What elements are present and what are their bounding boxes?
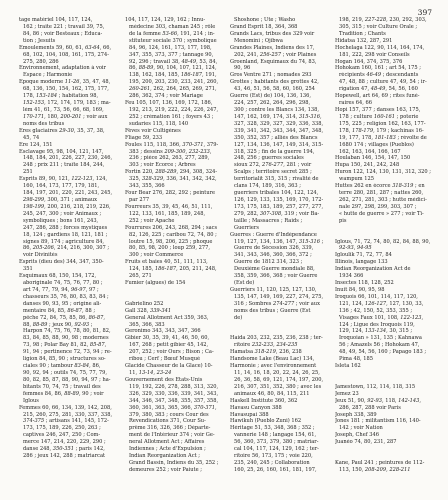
index-line: Hochelaga 122, 90, 114, 164, 174, [335,44,425,51]
index-line: Indian Reorganization Act ; [129,453,200,460]
index-line: Hohokam 160, 161 ; art 54, 175 ; [335,65,421,72]
index-line: ment de l'Intérieur 374 ; voir Ge- [129,432,215,439]
index-line: femmes 84, 86, 88-89, 90 ; voir [23,390,104,397]
index-line: merce 147, 214, 220, 229, 290 ; [23,439,106,446]
index-line: 265, 271 [129,273,152,280]
index-line: 160, 25, 26, 160, 161, 181, 197, [234,466,317,473]
index-line: vannerie 148 ; langage 154, 61, [234,432,317,439]
index-line: Emoulements 59, 60, 61, 63-64, 66, [19,44,112,51]
index-line: captives 246, 247, 250 ; Com- [23,432,101,439]
index-column-4 [335,17,431,474]
index-line: 43, 46, 51, 56, 58, 60, 160, 254 [234,86,316,93]
index-line: Iroquois 66, 101, 114, 117, 120, [335,293,418,300]
index-line: 175, 225 ; religion 162, 163, 177- [339,120,426,127]
index-line: 86, 88-89, 90, 104, 107, 121, 124, [129,65,217,72]
index-line: Joseph, Chef 346 [335,432,379,439]
index-line: danses 90, 93, 95 ; origine ali- [23,300,102,307]
index-line [335,446,431,453]
index-line: 360, 361, 363, 365, 366, 370-371, [129,404,217,411]
index-line: 83, 84, 85, 88, 90, 98 ; modernes [23,335,109,342]
index-line: 286, 362, 374 ; voir Mariage [129,93,203,100]
index-line: mentaire 84, 85, 86-87, 88 ; [23,307,96,314]
index-line: 173, 175, 183, 189, 257, 277, 277, [234,203,324,210]
index-line: Foules 115, 118, 366, 370-371, 379- [125,141,219,148]
index-line: 56, 360, 373, 379, 380 ; matriar- [234,439,319,446]
index-line: ritoire 56, 173, 175 ; voie 220, [234,453,313,460]
index-line: ribou ; Cerf ; Bœuf Musqué [129,356,201,363]
index-line: Guerre de 1812 314, 323 ; [234,259,303,266]
index-line: Harpon 74, 75, 76, 78, 80, 81, 82, [23,328,111,335]
index-line: 235, 240, 245 ; Collaboration [234,460,310,466]
index-line: 198, 219, 227-228, 230, 292, 303, [339,17,427,23]
index-line: Epoque moderne 11-26, 35, 47, 48, [19,79,111,86]
index-line: 1934 366 [339,273,364,280]
index-line: 91, 94 ; pertinence 72, 73, 94 ; re- [23,349,112,356]
index-line: 275, 280, 286 [23,58,59,65]
index-line: sioux 272, 276-277, 281 ; voir [234,162,312,169]
index-line: 347, 355, 373, 377 ; tannage 90, [129,51,214,58]
index-line: Menomini ; Ojibwa [234,37,283,44]
index-line: Harmonie ; avec l'environnement [230,363,317,370]
index-line: Femmes 60, 66, 134, 139, 142, 208, [19,404,112,411]
index-line: Guerriers 11, 120, 125, 127, 130, [230,286,317,293]
index-line: 26, 36, 58, 69, 121, 174, 197, 200, [234,376,324,383]
index-line: 198-199, 200, 216, 218, 219, 226, [23,203,111,210]
index-line: Illinois, langage 133 [335,259,388,266]
index-line: 207, 252 ; voir Ours ; Bison ; Ca- [129,349,214,356]
index-line: danse 248, 350-351 ; paris 142, [23,446,105,453]
index-line: 184, 197, 201, 220, 221, 243, 245, [23,190,113,197]
index-line: 92, 296 ; travail 38, 48-49, 53, 84, [129,58,218,65]
index-line: Grottes ; habitants des grottes 42, [230,79,319,86]
index-line: Houlaban 146, 154, 147, 150 [335,155,411,162]
index-line: Havasupai 388 [230,411,269,418]
index-line: prême 316, 326, 366 ; Départe- [129,425,211,432]
index-line: 147, 162, 169, 174, 314, 315-316, [234,113,322,120]
index-line: loutre 15, 98, 206, 225 ; phoque [129,238,213,245]
index-line: Igloulik 71, 72, 77, 84 [335,252,392,259]
index-line: art 74, 77, 79, 94, 96-97, 97 ; [23,286,99,293]
index-line: Tradition ; Chants [339,30,386,37]
index-line: Guerriers [234,224,259,231]
index-line: 298-299, 300, 371 ; animaux [23,196,98,203]
index-line: bitants 70, 74, 75 ; travail des [23,383,101,390]
index-line: 305, 315 ; voir Culture Orale ; [339,23,418,30]
index-line: 136 ; 42, 150, 52, 353, 355 ; [339,307,413,314]
index-line: Héritage 51, 53, 348, 368 ; 352 ; [230,425,315,432]
index-line: rigation 47, 48-49, 54, 56, 160 [339,86,418,93]
index-line: Iroquoian » 131, 135 ; Kahnawa [339,335,422,342]
index-line: 216, 307, 351, 352, 380 ; avec les [234,383,322,390]
index-line: demeures 252 ; voir Paiute ; [129,466,202,473]
index-line: stituteur sociale 370 ; symbolique [129,37,217,44]
index-line: 68, 102, 104, 108, 161, 175, 274- [23,51,109,58]
index-line: 19, 177, 178, 181-183 ; révolte de [339,134,427,141]
index-line: Guerre de Sécession 326, 339, [234,245,314,252]
index-line: 260-261, 262, 264, 265, 269, 271, [129,86,217,93]
index-line: 224, 257, 262, 264, 296, 298, [234,100,311,107]
index-line: 18, 124 ; gardiens 18, 121, 181 ; [23,231,108,238]
index-line: animaux 46, 80, 84, 115, 211 [234,390,310,397]
index-line: (Est de) [234,280,255,287]
index-line: nale 297, 298, 299, 303, 307 ; [339,203,417,210]
index-line: Ère 124, 151 [19,141,53,148]
index-line: 162 ; traîte 221 ; travail 39, 75, [23,23,105,30]
index-column-1 [19,17,115,460]
index-line: 45, 74 [23,134,40,141]
index-line: 56 ; Amazels 56 ; Hohokam 47, [339,342,420,349]
index-line: Ères glaciaires 29-30, 35, 37, 38, [19,127,105,134]
index-line: Kane, Paul 241 ; peintures de 112- [335,460,425,466]
index-line: 80, 85, 98, 200 ; loup 259, 277, [129,245,210,252]
index-line: tion ; Jesuits [23,37,56,44]
index-line [335,377,431,384]
index-line: 90, 92, 94 ; outils 74, 75, 77, 79, [23,370,108,377]
index-line: 236 ; pièce 262, 263, 277, 289, [129,155,210,162]
index-line: Indiennes ; Acte d'Expulsion ; [129,446,206,453]
index-line: 142 ; voir Nation [339,425,383,432]
index-line: 178 ; culture 160-161 ; poterie [339,113,419,120]
index-line: 121, 124, 126-127, 127, 130, 33, [339,300,424,307]
index-line: 325, 328-329, 336, 341, 342, 342, [129,176,217,183]
index-line: Fèves voir Cultigènes [125,127,181,134]
index-line: Glacide Chasseur de la Glace) 10- [125,363,213,370]
index-line: 119, 127, 134, 136, 147, 315-316 ; [234,238,324,245]
index-line: 286, 287, 288 voir Paris [339,404,401,411]
index-line: 173, 175, 189, 226, 250, 263 ; [23,425,101,432]
index-line: 252 ; crémation 161 ; foyers 43 ; [129,113,214,120]
index-line: aboriginale 74, 75, 76, 77, 80 ; [23,280,103,287]
index-line: 351 [23,266,33,273]
index-line: taille ; Massacres ; Raids ; [234,217,303,224]
index-line: Handsome Lake (Beau Lac) 134, [230,356,315,363]
index-line: 327, 328, 329, 327, 329, 336, 338, [234,120,324,127]
index-line: 82, 126, 225 ; caribou 72, 74, 80 ; [129,231,217,238]
index-line: 73, 98 ; Polar Bay 81, 82, 85-87, [23,342,107,349]
index-line [335,370,431,377]
index-line: Iglous, 71, 72, 74, 80, 82, 84, 88, 90, [335,238,431,245]
index-line: Environnement, adaptation à voir [19,65,106,72]
index-column-3 [230,17,326,474]
index-line: 1680 174 ; villages (Pueblos) [339,141,414,148]
index-line: Four Bear 276, 282, 292 ; peinture [125,190,216,197]
index-line: 122, 133, 161, 185, 189, 248, [129,210,206,217]
index-line: 248, 256 ; guerres sociales [234,155,304,162]
index-line: Shoshone ; Ute ; Washo [234,17,296,23]
index-line: 202, 241, 256-257 ; voir Plaines [234,51,317,58]
index-line: General Allotment Act 359, 363, [125,314,209,321]
index-line: pis [339,217,347,224]
index-line: 48, 49, 54, 56, 160 ; Papago 183 ; [339,349,427,356]
index-line: 126, 129, 133, 135, 169, 170, 172- [234,196,324,203]
index-line [230,328,326,335]
index-line: terre 280, 281, 287 ; nattes 260, [339,190,424,197]
index-line: 152-153, 172, 174, 179, 183 ; ma- [23,100,111,107]
index-column-2 [125,17,221,474]
index-line: 124 ; Ligue des Iroquois 119, [339,321,415,328]
index-line: territorialit 315, 315 ; rivalité de [234,176,319,183]
index-line: tage matériel 104, 117, 124, [19,17,93,23]
index-line: Fruits et baies 40, 51, 111, 113, [125,259,208,266]
index-line: 339, 341, 342, 343, 344, 347, 348, [234,127,324,134]
index-line: 247, 286, 288 ; forces mystiques [23,224,108,231]
index-line: 84, 96, 124, 161, 173, 177, 198, [129,44,212,51]
index-line: Jeux 51, 90, 92-93, 118, 142-143, [335,397,421,404]
index-line: Jamestown, 112, 114, 118, 315 [335,383,416,390]
index-line: 88, 88-89 ; jeux 90, 92-93 ; [23,321,93,328]
index-line: 84, 86 ; voir Besteaux ; Educa- [23,30,103,37]
index-line: 303 ; voir Écorce ; Arbres [129,162,196,169]
index-line: Fliage 59, 233 [125,134,163,141]
index-line: Grandes Plaines, Indiens des 17, [230,44,315,51]
index-line: sudaries 115, 118, 140 [129,120,189,127]
index-line: Esquimaux 68, 150, 154, 172, [19,273,97,280]
index-line: 358, 359, 366, 368 ; voir Guerre [234,273,318,280]
index-line: pêche 72, 84, 75, 85, 86, 86-87, [23,314,105,321]
index-line: Insectes 118, 128, 252 [335,280,394,287]
index-line: cal 104, 117, 124, 129, 162 ; ter- [234,446,319,453]
index-line: 195, 200, 203, 230, 233, 241, 260, [129,79,219,86]
index-line: Deuxième Guerre mondiale 88, [234,266,315,273]
index-line: Hamatsa 318-219, 236, 238 [230,349,302,356]
index-line: 245, 247, 300 ; voir Animaux ; [23,210,102,217]
index-line: 379, 380, 383 ; cours Cour des [129,411,209,418]
index-line: ligion 84, 85, 90 ; structures so- [23,356,106,363]
index-line: 248 ; prix 211 ; traîte 184, 244, [23,162,105,169]
index-line: Fourreurs 35, 39, 45, 46, 51, 111, [125,203,213,210]
index-line: 318, 325 ; fin de la guerre 194, [234,148,315,155]
index-line: 341, 343, 346, 360, 366, 372 ; [234,252,312,259]
index-line: 92-93, 94-95 [339,245,372,252]
index-line: 374-375 ; artisans 141, 145, 172- [23,418,109,425]
index-line: 251 [23,169,33,176]
index-line: lém 41, 61, 73, 56, 66, 68, 169, [23,106,104,113]
index-line: 113, 150, 208-209, 228-211 [339,466,411,473]
index-line: Jemez 23 [335,390,359,397]
index-line: Grands Lacs, tribus des 329 voir [230,30,315,37]
index-line: ritoire 232-233, 234-235 [234,342,298,349]
index-line: 181, 222, 298 voir Conseils [339,51,410,58]
index-line: Guerres : Guerre d'Indépendance [230,231,317,238]
index-line: Fourrures 206, 243, 268, 294 ; sacs [125,224,218,231]
index-line: 383 ; dessins 209-300, 232-233, [129,148,212,155]
index-line: Juanéo 74, 80, 231, 287 [335,439,397,446]
index-line: Isleta 162 [335,363,361,370]
index-line: Huron 122, 124, 130, 131, 312, 320 ; [335,169,431,176]
index-line [335,453,431,460]
index-line: Gall 328, 339-341 [125,307,172,314]
index-line: Grand Esprit 18, 364, 368 [230,23,298,30]
index-line: ciales 90 ; tambour 83-84, 86, [23,363,101,370]
index-line: Fortin 220, 288-289, 294, 308, 324- [125,169,218,176]
index-line: récipients 46-49 ; descendants [339,72,419,79]
index-line: 279, 282, 307-308, 319 ; voir Ba- [234,210,320,217]
index-line: Hawikuh (Pueblo Zuni) 162 [230,418,302,425]
index-line: 86, 205-206, 214, 216, 300, 307 ; [23,245,110,252]
index-line: Inuit 84, 90, 95, 98 [335,286,385,293]
index-line: Huttes 262 en écorce 318-319 ; en [335,183,425,190]
index-line: Fumier (algues) de 154 [125,280,186,287]
index-line: 90, 96 [234,65,251,72]
index-line: Gros Ventre 271 ; nomades 293 [230,72,312,79]
index-line: Havasu Canyon 388 [230,404,282,411]
index-line: Revendications 371, Cour Su- [129,418,206,425]
index-line: 300 ; voir Commerce [129,252,184,259]
index-line: signes 89, 174 ; agriculture 84, [23,238,105,245]
index-line: Indian Reorganization Act de [335,266,411,273]
index-line [125,294,221,301]
index-line: de) [234,314,243,321]
index-line: Hupa 150, 241, 242, 248 [335,162,400,169]
index-line: 170-171, 180, 200-201 ; voir aux [23,113,108,120]
index-line: Geronimo 343, 343, 347, 366 [125,328,201,335]
index-line: Esprits (dieu des) 344, 347, 350- [19,259,104,266]
index-line: 350, 352, 357 ; alliés des Blancs [234,134,318,141]
index-line: 124, 185, 186-187, 205, 211, 248, [129,266,217,273]
index-line: Hopewell, art 64, 69 ; rites funé- [335,93,420,100]
index-line: Grand Bassin, Indiens du 35, 252 ; [129,460,219,466]
index-line: Gouvernement des États-Unis [125,376,203,383]
index-line: 104, 117, 124, 129, 162 ; Innu- [125,17,206,23]
index-line: Pima 48, 185 [339,356,373,363]
index-line: 68, 136, 150, 154, 162, 175, 177, [23,86,109,93]
index-line: Haida 203, 232, 235, 236, 238 ; ter- [230,335,323,342]
index-line: 160, 164, 173, 177, 179, 181, [23,183,100,190]
index-line: 135, 147, 149, 169, 227, 274, 275, [234,293,324,300]
index-line [125,287,221,294]
index-line: chasseurs 35, 76, 80, 83, 83, 84 ; [23,293,109,300]
index-line: 11, 13-14, 23-24 [129,370,172,377]
index-line: par 277 [129,196,150,203]
index-line: Visages Faux 101, 108, 122-123, [339,314,424,321]
index-line: Esclavage 95, 98, 104, 121, 147, [19,148,104,155]
index-line: wampum 125 [339,176,374,183]
index-line: médecine 303, chaman 245 ; rôle [129,23,216,30]
index-line: 365, 366, 383 [129,321,165,328]
index-line: raires 64, 66 [339,100,372,107]
index-line: 192, 213, 219, 222, 224, 226, 247, [129,106,219,113]
index-line: de la femme 53-66, 191, 214 ; in- [129,30,215,37]
index-line: 162, 163, 164, 166, 167 [339,148,401,155]
index-line: symboliques ; bons 161, 243, [23,217,99,224]
index-line: Gabrielino 252 [125,300,164,307]
index-line: 252 ; voir Apache [129,217,175,224]
index-line: Scalps ; territoire secret 285 ; [234,169,312,176]
index-line: Gibier 30, 35, 39, 41, 46, 50, 60, [125,335,210,342]
index-line: 344, 346, 347, 348, 355, 357, 358, [129,397,219,404]
page-number: 397 [417,8,432,17]
index-line: voir Divinités [23,252,58,259]
index-line: 343, 355, 366 [129,183,165,190]
index-line: 326, 329, 330, 336, 339, 341, 343, [129,390,219,397]
index-line: 316 ; Sombres 274-277 ; voir aux [234,300,320,307]
index-line: Hopi 157, 377 ; danses 163, 175, [335,106,421,113]
index-line: Hogan 164, 374, 375, 376 [335,58,403,65]
index-line: « hutte de guerre » 277 ; voir Ti- [339,210,424,217]
index-line: Iglous [23,397,39,404]
index-line: noms des tribus ; Guerre (Est [234,307,311,314]
index-line: 119, 192, 226, 278, 288, 313, 320, [129,383,219,390]
index-line: 80, 82, 85, 87, 88, 90, 94, 97 ; ha- [23,376,111,383]
index-line: Espace ; Harmonie [23,72,73,79]
index-line: 178, 178-179, 179 ; kachinas 16- [339,127,424,134]
index-line: Jones 181 ; militantism 116, 140- [335,418,421,425]
index-line: guerriers tribales 104, 122, 124, [234,190,319,197]
index-line [335,232,431,239]
index-line: Haskell Institute 360, 362 [230,397,298,404]
index-line: neral Allotment Act ; Affaires [129,439,205,446]
index-line: 167, 268 ; petit gibier 45, 142, [129,342,209,349]
index-line: clans 174, 189, 316, 363 ; [234,183,301,190]
index-line: Esprits 89, 90, 121, 122-123, 124, [19,176,108,183]
index-line: 262, 271, 281, 303 ; hutte médici- [339,196,427,203]
index-line: Feu 105, 107, 136, 169, 172, 186, [125,100,213,107]
index-line: Joseph 338, 389 [335,411,377,418]
index-line: Groenland, Esquimaux du 74, 83, [230,58,317,65]
index-line [230,322,326,329]
index-line: noms des tribus [23,120,65,127]
index-line: 138, 162, 184, 185, 186-187, 191, [129,72,217,79]
index-line: Hidatsa 132, 287, 291 [335,37,393,44]
index-line: 148, 184, 201, 226, 227, 230, 246, [23,155,113,162]
index-line: 300 ; contre les Blancs 134, 138, [234,106,319,113]
index-line: 127, 134, 136, 147, 149, 314, 315- [234,141,324,148]
index-line: 11, 14, 16, 18, 20, 22, 24, 26, 25, [234,370,320,377]
index-line: 129, 124, 133-134, 30, 315 ; [339,328,413,335]
index-line: 47, 48, 88 ; culture 47, 49, 54 ; ir- [339,79,427,86]
index-line [335,225,431,232]
index-line: 286 ; jeux 142, 288 ; matriarcat [23,453,106,460]
index-line: 215, 260, 275, 281, 330, 337, 338, [23,411,113,418]
index-line: Guerre (Est) de) 104, 136, 136, [230,93,311,100]
index-line: 178, 153-184 ; habitation 98, [23,93,99,100]
